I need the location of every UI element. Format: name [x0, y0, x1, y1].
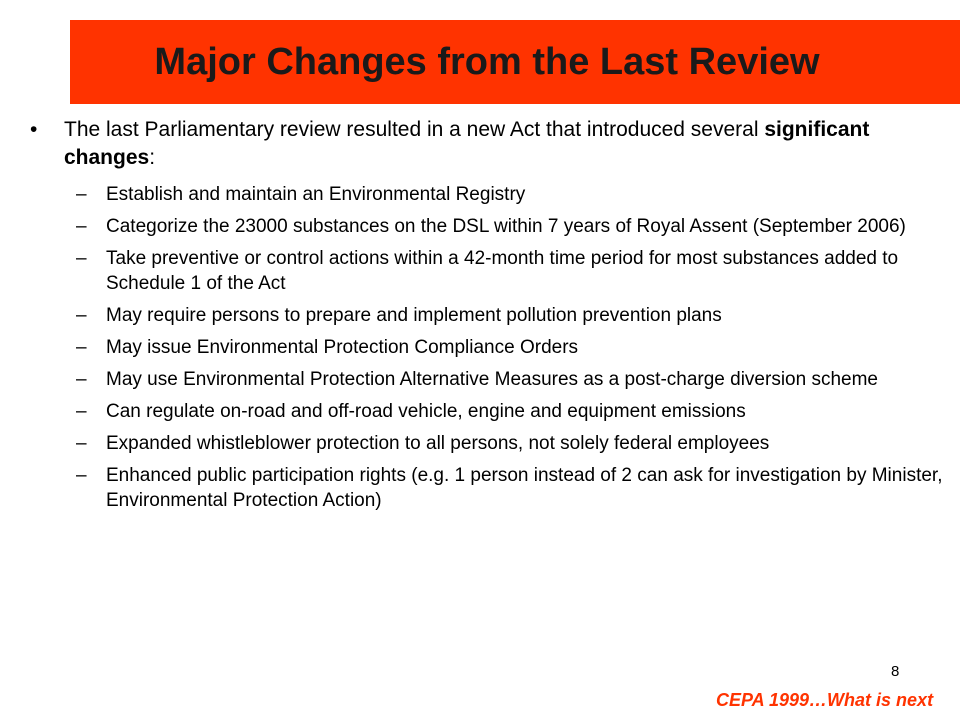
- list-item-text: Enhanced public participation rights (e.g. 1 person instead of 2 can ask for investigation by Minister, Environmental Protection Action): [106, 465, 943, 511]
- list-item-text: Expanded whistleblower protection to all persons, not solely federal employees: [106, 433, 770, 454]
- dash-marker: –: [76, 369, 87, 390]
- bullet-marker: •: [30, 118, 38, 141]
- list-item: [30, 463, 950, 513]
- footer-text: CEPA 1999…What is next: [716, 690, 934, 710]
- list-item-text: May use Environmental Protection Alternative Measures as a post-charge diversion scheme: [106, 369, 878, 390]
- list-item: [30, 246, 950, 296]
- sub-bullet-list: [30, 182, 950, 513]
- dash-marker: –: [76, 337, 87, 358]
- main-bullet: [30, 116, 950, 172]
- dash-marker: –: [76, 184, 87, 205]
- list-item: [30, 399, 950, 424]
- dash-marker: –: [76, 305, 87, 326]
- list-item-text: Categorize the 23000 substances on the DSL within 7 years of Royal Assent (September 2006): [106, 216, 906, 237]
- dash-marker: –: [76, 216, 87, 237]
- dash-marker: –: [76, 433, 87, 454]
- bullet-text-bold: significant changes: [64, 118, 870, 169]
- list-item-text: May require persons to prepare and implement pollution prevention plans: [106, 305, 722, 326]
- list-item-text: Establish and maintain an Environmental Registry: [106, 184, 526, 205]
- page-number: 8: [891, 663, 900, 680]
- bullet-text-after: :: [149, 146, 156, 169]
- title-banner: [70, 20, 960, 104]
- list-item: [30, 214, 950, 239]
- dash-marker: –: [76, 465, 87, 486]
- list-item-text: Can regulate on-road and off-road vehicle, engine and equipment emissions: [106, 401, 746, 422]
- list-item: [30, 303, 950, 328]
- list-item-text: May issue Environmental Protection Compliance Orders: [106, 337, 579, 358]
- list-item: [30, 431, 950, 456]
- dash-marker: –: [76, 248, 87, 269]
- slide-content: [30, 116, 950, 520]
- list-item: [30, 335, 950, 360]
- dash-marker: –: [76, 401, 87, 422]
- bullet-text-before: The last Parliamentary review resulted in a new Act that introduced several: [64, 118, 765, 141]
- list-item: [30, 182, 950, 207]
- list-item: [30, 367, 950, 392]
- slide-title: Major Changes from the Last Review: [154, 40, 820, 83]
- list-item-text: Take preventive or control actions within a 42-month time period for most substances added to Schedule 1 of the Act: [106, 248, 899, 294]
